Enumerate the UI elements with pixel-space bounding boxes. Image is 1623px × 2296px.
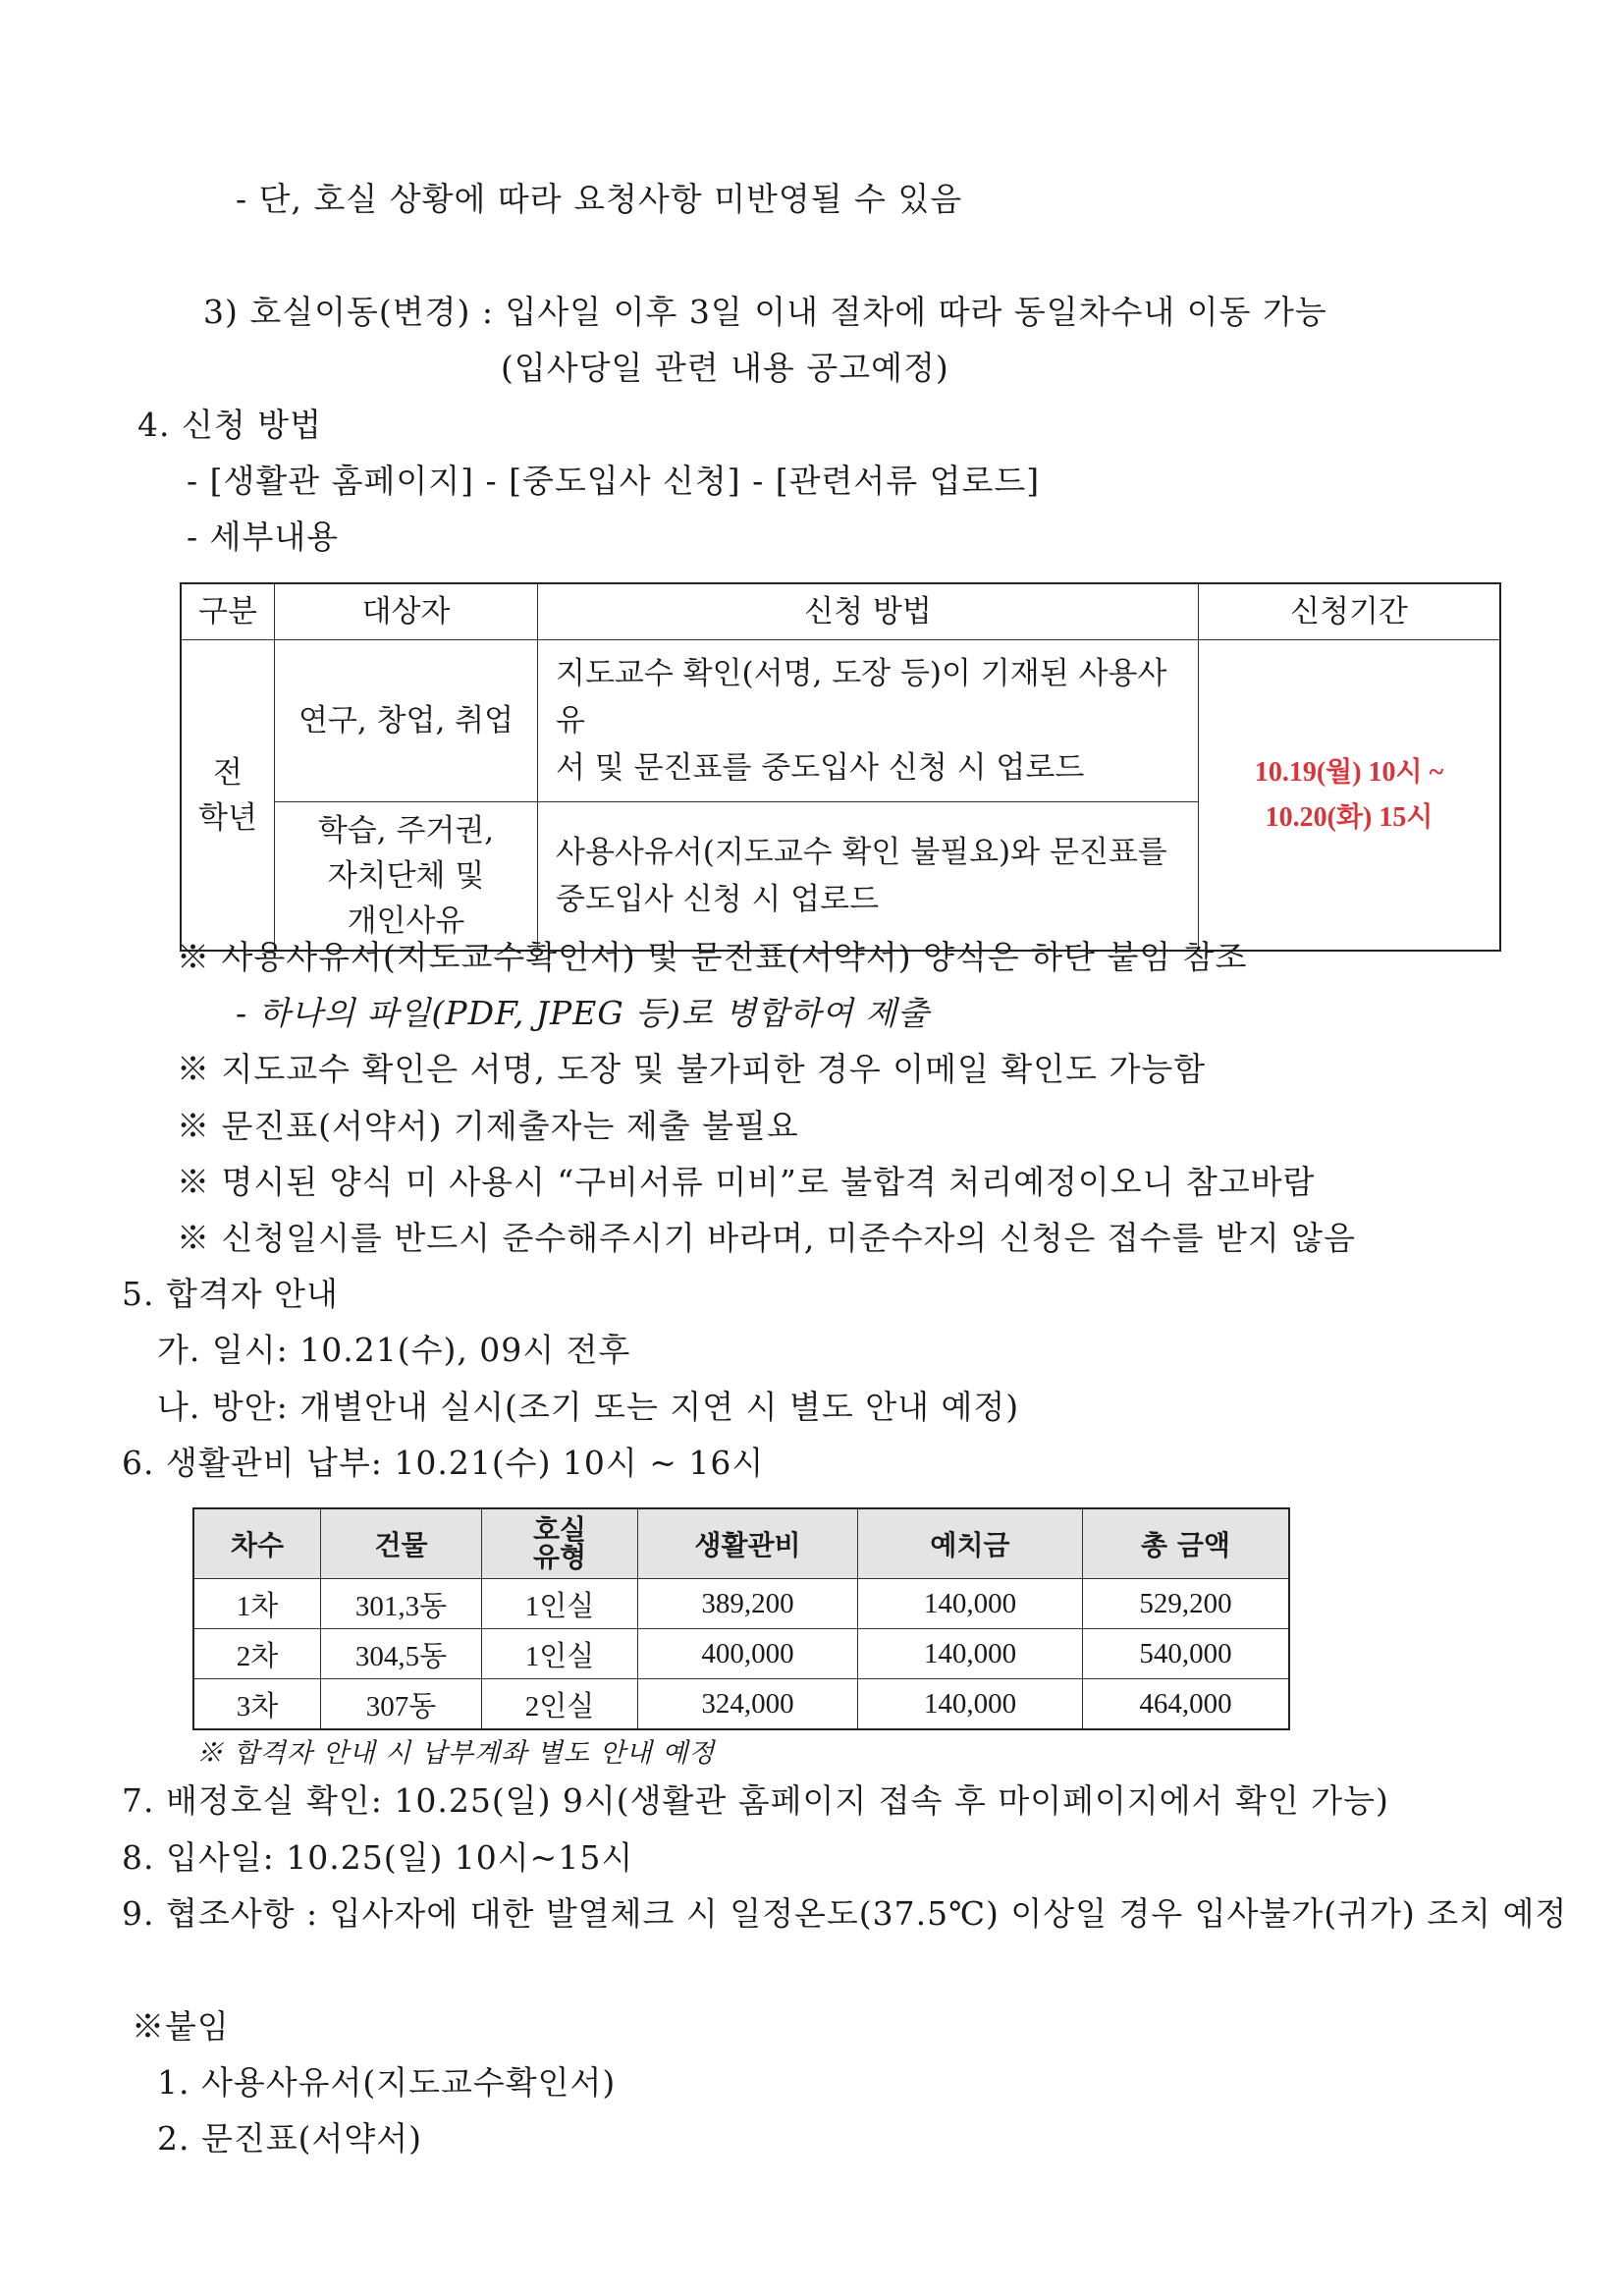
note-form-required: ※ 명시된 양식 미 사용시 “구비서류 미비”로 불합격 처리예정이오니 참고바람 [177, 1163, 1316, 1201]
period-cell [1199, 640, 1501, 952]
note-advisor-confirm: ※ 지도교수 확인은 서명, 도장 및 불가피한 경우 이메일 확인도 가능함 [177, 1050, 1207, 1088]
table-header: 구분 [181, 583, 275, 640]
table-cell: 1차 [193, 1579, 321, 1629]
table-header-row [193, 1508, 1289, 1579]
table-cell: 389,200 [638, 1579, 858, 1629]
table-header: 건물 [321, 1508, 482, 1579]
target-line: 개인사유 [347, 903, 465, 939]
target-line: 학습, 주거권, [317, 813, 495, 848]
table-cell: 324,000 [638, 1679, 858, 1730]
table-cell: 304,5동 [321, 1629, 482, 1679]
table-cell: 3차 [193, 1679, 321, 1730]
group-cell [181, 640, 275, 952]
table-cell: 2차 [193, 1629, 321, 1679]
group-line: 학년 [198, 799, 257, 836]
fee-account-note: ※ 합격자 안내 시 납부계좌 별도 안내 예정 [196, 1738, 716, 1769]
attachment-label: ※붙임 [132, 2007, 230, 2046]
room-change-item: 3) 호실이동(변경) : 입사일 이후 3일 이내 절차에 따라 동일차수내 이동 가능 [203, 293, 1327, 331]
table-header: 생활관비 [638, 1508, 858, 1579]
attachment-item: 2. 문진표(서약서) [157, 2119, 422, 2158]
target-cell [275, 802, 538, 952]
table-header: 신청 방법 [538, 583, 1199, 640]
method-line: 지도교수 확인(서명, 도장 등)이 기재된 사용사유 [556, 656, 1167, 738]
table-header: 대상자 [275, 583, 538, 640]
room-change-subnote: (입사당일 관련 내용 공고예정) [501, 349, 949, 387]
apply-table [180, 582, 1501, 952]
table-header: 총 금액 [1083, 1508, 1290, 1579]
table-cell: 140,000 [858, 1679, 1083, 1730]
table-row [193, 1679, 1289, 1730]
method-line: 중도입사 신청 시 업로드 [556, 882, 880, 917]
table-row [193, 1579, 1289, 1629]
table-header [482, 1508, 638, 1579]
detail-label: - 세부내용 [187, 518, 340, 556]
note-questionnaire: ※ 문진표(서약서) 기제출자는 제출 불필요 [177, 1107, 799, 1145]
table-cell: 400,000 [638, 1629, 858, 1679]
table-cell: 307동 [321, 1679, 482, 1730]
note-form-reference: ※ 사용사유서(지도교수확인서) 및 문진표(서약서) 양식은 하단 붙임 참조 [177, 938, 1248, 976]
table-row [181, 640, 1500, 802]
table-header: 예치금 [858, 1508, 1083, 1579]
target-cell: 연구, 창업, 취업 [275, 640, 538, 802]
pass-notice-date: 가. 일시: 10.21(수), 09시 전후 [157, 1331, 631, 1369]
section-cooperation: 9. 협조사항 : 입사자에 대한 발열체크 시 일정온도(37.5℃) 이상일 경우 입사불가(귀가) 조치 예정 [122, 1894, 1568, 1933]
method-line: 서 및 문진표를 중도입사 신청 시 업로드 [556, 750, 1085, 786]
table-cell: 140,000 [858, 1579, 1083, 1629]
table-cell: 1인실 [482, 1629, 638, 1679]
attachment-item: 1. 사용사유서(지도교수확인서) [157, 2063, 617, 2102]
table-cell: 540,000 [1083, 1629, 1290, 1679]
table-row [193, 1629, 1289, 1679]
apply-path: - [생활관 홈페이지] - [중도입사 신청] - [관련서류 업로드] [187, 462, 1041, 500]
group-line: 전 [213, 754, 243, 791]
table-cell: 2인실 [482, 1679, 638, 1730]
note-room-request: - 단, 호실 상황에 따라 요청사항 미반영될 수 있음 [236, 180, 963, 218]
table-header: 차수 [193, 1508, 321, 1579]
method-cell [538, 640, 1199, 802]
fee-table [192, 1507, 1290, 1730]
section-room-check: 7. 배정호실 확인: 10.25(일) 9시(생활관 홈페이지 접속 후 마이페이지에서 확인 가능) [122, 1781, 1389, 1820]
method-line: 사용사유서(지도교수 확인 불필요)와 문진표를 [556, 835, 1167, 870]
note-merge-file: - 하나의 파일(PDF, JPEG 등)로 병합하여 제출 [236, 994, 931, 1032]
table-cell: 301,3동 [321, 1579, 482, 1629]
section-fee-payment: 6. 생활관비 납부: 10.21(수) 10시 ~ 16시 [122, 1444, 765, 1482]
section-pass-notice: 5. 합격자 안내 [122, 1275, 339, 1313]
method-cell [538, 802, 1199, 952]
period-line: 10.19(월) 10시 ~ [1254, 756, 1444, 788]
note-deadline: ※ 신청일시를 반드시 준수해주시기 바라며, 미준수자의 신청은 접수를 받지 않음 [177, 1219, 1356, 1257]
table-cell: 529,200 [1083, 1579, 1290, 1629]
table-cell: 140,000 [858, 1629, 1083, 1679]
pass-notice-method: 나. 방안: 개별안내 실시(조기 또는 지연 시 별도 안내 예정) [157, 1388, 1020, 1426]
header-line: 호실 [532, 1513, 587, 1546]
section-apply-method: 4. 신청 방법 [137, 406, 322, 444]
table-cell: 1인실 [482, 1579, 638, 1629]
header-line: 유형 [532, 1541, 587, 1573]
target-line: 자치단체 및 [327, 858, 485, 894]
table-cell: 464,000 [1083, 1679, 1290, 1730]
section-move-in-date: 8. 입사일: 10.25(일) 10시~15시 [122, 1838, 634, 1877]
period-line: 10.20(화) 15시 [1265, 801, 1434, 833]
table-header-row [181, 583, 1500, 640]
table-header: 신청기간 [1199, 583, 1501, 640]
